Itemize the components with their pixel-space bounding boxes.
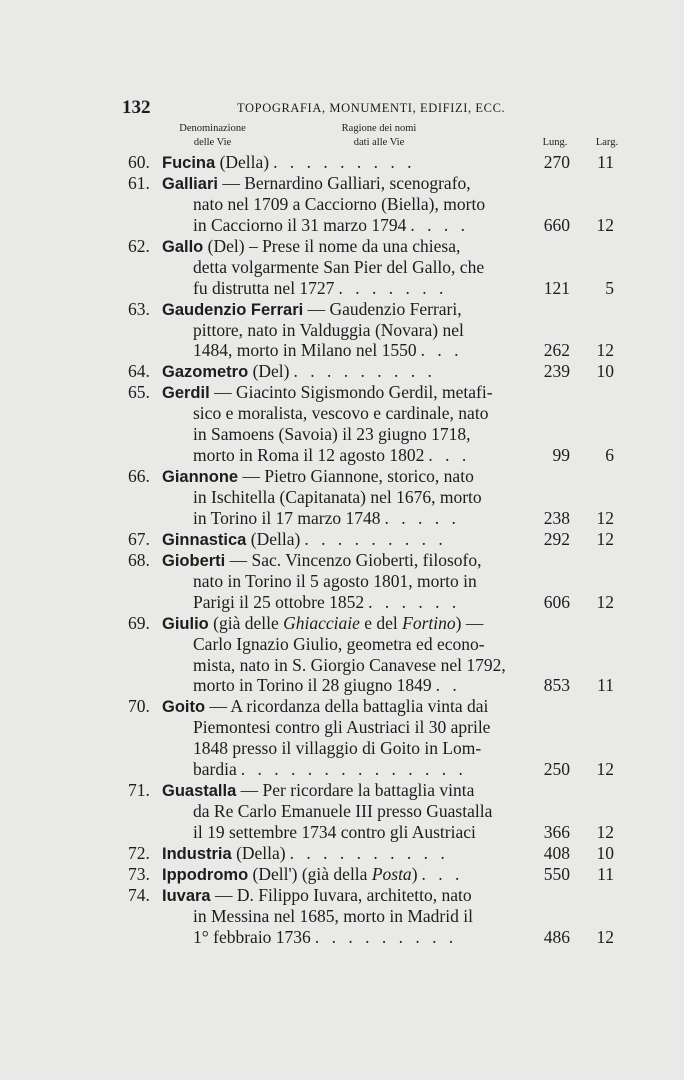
entry-description: in Samoens (Savoia) il 23 giugno 1718, xyxy=(193,424,471,445)
width-value: 5 xyxy=(605,277,614,298)
width-value: 11 xyxy=(597,675,614,696)
street-name: Gazometro xyxy=(162,363,249,382)
width-value: 12 xyxy=(596,507,614,528)
entry-line xyxy=(0,299,684,320)
street-name: Gioberti xyxy=(162,551,226,570)
entry-number: 73. xyxy=(128,863,150,884)
entry-number: 63. xyxy=(128,298,150,319)
entry-line xyxy=(0,759,684,780)
leader-dots: . . . . . . . . . xyxy=(273,152,416,172)
street-entry xyxy=(0,864,684,885)
leader-dots: . . . . . . . xyxy=(338,277,448,298)
leader-dots: . . . . . . xyxy=(368,591,461,612)
entry-line xyxy=(0,634,684,655)
entry-description: Parigi il 25 ottobre 1852 xyxy=(193,591,365,612)
entry-description: (Del) xyxy=(248,361,290,382)
entry-text xyxy=(193,906,523,927)
street-entry xyxy=(0,236,684,299)
entry-description: Carlo Ignazio Giulio, geometra ed econo- xyxy=(193,633,485,654)
entry-description: — Pietro Giannone, storico, nato xyxy=(238,466,474,487)
entry-description: in Ischitella (Capitanata) nel 1676, morto xyxy=(193,487,482,507)
entry-description: (Della) xyxy=(215,152,270,172)
entry-description: in Messina nel 1685, morto in Madrid il xyxy=(193,905,473,926)
entry-line xyxy=(0,424,684,445)
length-value: 270 xyxy=(543,152,570,172)
street-entry xyxy=(0,299,684,362)
entry-description: detta volgarmente San Pier del Gallo, che xyxy=(193,256,485,277)
street-name: Gallo xyxy=(162,237,204,256)
entry-line xyxy=(0,194,684,215)
width-value: 12 xyxy=(596,214,614,235)
page-header xyxy=(122,97,622,119)
entry-line xyxy=(0,382,684,403)
entry-text xyxy=(162,885,523,907)
length-value: 262 xyxy=(543,340,570,361)
entry-text xyxy=(162,780,523,802)
entry-text xyxy=(162,152,523,174)
leader-dots: . . xyxy=(435,675,461,696)
entry-number: 64. xyxy=(128,361,150,382)
length-value: 292 xyxy=(543,528,570,549)
entry-text xyxy=(193,738,523,759)
length-value: 121 xyxy=(543,277,570,298)
column-header-denominazione xyxy=(150,122,275,150)
column-header-lunghezza: Lung. xyxy=(542,137,568,148)
entry-number: 71. xyxy=(128,780,150,801)
entry-description: in Torino il 17 marzo 1748 xyxy=(193,507,381,528)
length-value: 250 xyxy=(543,759,570,780)
entry-number: 68. xyxy=(128,549,150,570)
width-value: 6 xyxy=(605,445,614,466)
entry-description: (già delle Ghiacciaie e del Fortino) — xyxy=(208,612,484,633)
entry-line xyxy=(0,885,684,906)
entry-number: 74. xyxy=(128,884,150,905)
entry-text xyxy=(162,466,523,488)
column-header-denominazione-line1: Denominazione xyxy=(179,123,246,134)
entry-number: 60. xyxy=(128,152,150,172)
entry-line xyxy=(0,529,684,550)
entry-description: (Della) xyxy=(246,528,301,549)
entry-description: — D. Filippo Iuvara, architetto, nato xyxy=(210,884,472,905)
entry-line xyxy=(0,571,684,592)
entry-description: fu distrutta nel 1727 xyxy=(193,277,335,298)
street-name: Goito xyxy=(162,698,206,717)
entry-text xyxy=(193,592,523,613)
street-entry xyxy=(0,885,684,948)
entry-line xyxy=(0,340,684,361)
width-value: 10 xyxy=(596,361,614,382)
street-entry xyxy=(0,466,684,529)
entry-line xyxy=(0,257,684,278)
length-value: 239 xyxy=(543,361,570,382)
leader-dots: . . . . . . . . . xyxy=(293,361,436,382)
leader-dots: . . . . xyxy=(410,214,469,235)
width-value: 12 xyxy=(596,926,614,947)
entry-text xyxy=(193,320,523,341)
street-name: Ginnastica xyxy=(162,530,247,549)
entry-text xyxy=(193,655,523,676)
entry-description: morto in Torino il 28 giugno 1849 xyxy=(193,675,432,696)
entry-number: 61. xyxy=(128,172,150,193)
entry-number: 70. xyxy=(128,696,150,717)
entry-description: il 19 settembre 1734 contro gli Austriaci xyxy=(193,822,476,842)
leader-dots: . . . . . . . . . . xyxy=(289,842,449,863)
entry-number: 65. xyxy=(128,382,150,403)
entry-line xyxy=(0,278,684,299)
entry-description: da Re Carlo Emanuele III presso Guastalla xyxy=(193,801,493,822)
column-header-ragione xyxy=(314,122,444,150)
entry-line xyxy=(0,717,684,738)
entry-text xyxy=(162,299,523,321)
entry-line xyxy=(0,801,684,822)
street-name: Iuvara xyxy=(162,886,211,905)
leader-dots: . . . xyxy=(420,340,463,361)
width-value: 12 xyxy=(596,528,614,549)
running-title: TOPOGRAFIA, MONUMENTI, EDIFIZI, ECC. xyxy=(237,101,506,115)
entry-line xyxy=(0,675,684,696)
entry-description: — Per ricordare la battaglia vinta xyxy=(236,780,475,801)
entry-text xyxy=(193,675,523,696)
column-header-ragione-line1: Ragione dei nomi xyxy=(341,123,417,134)
entry-line xyxy=(0,466,684,487)
street-entry xyxy=(0,780,684,843)
entry-number: 66. xyxy=(128,466,150,487)
length-value: 408 xyxy=(543,842,570,863)
street-entry xyxy=(0,550,684,613)
entry-line xyxy=(0,320,684,341)
street-name: Gerdil xyxy=(162,384,210,403)
width-value: 12 xyxy=(596,340,614,361)
leader-dots: . . . . . . . . . xyxy=(314,926,458,947)
entry-line xyxy=(0,864,684,885)
entry-text xyxy=(193,634,523,655)
width-value: 12 xyxy=(596,759,614,780)
entry-description: sico e moralista, vescovo e cardinale, nato xyxy=(193,403,489,424)
entry-text xyxy=(162,173,523,195)
entry-text xyxy=(193,801,523,822)
entry-number: 67. xyxy=(128,528,150,549)
width-value: 11 xyxy=(597,863,614,884)
entry-text xyxy=(193,822,523,843)
entry-text xyxy=(162,613,523,635)
entry-line xyxy=(0,822,684,843)
entry-text xyxy=(162,382,523,404)
entry-number: 72. xyxy=(128,842,150,863)
entry-line xyxy=(0,655,684,676)
entry-text xyxy=(193,759,523,780)
entry-description: Piemontesi contro gli Austriaci il 30 aprile xyxy=(193,717,491,738)
entry-text xyxy=(193,508,523,529)
entry-line xyxy=(0,550,684,571)
entry-line xyxy=(0,236,684,257)
leader-dots: . . . xyxy=(428,445,471,466)
entry-description: (Dell') (già della Posta) xyxy=(248,863,418,884)
entry-text xyxy=(162,361,523,383)
entry-line xyxy=(0,487,684,508)
leader-dots: . . . . . xyxy=(384,507,460,528)
entry-text xyxy=(193,424,523,445)
entry-number: 69. xyxy=(128,612,150,633)
street-entry xyxy=(0,361,684,382)
entry-description: — A ricordanza della battaglia vinta dai xyxy=(205,696,489,717)
entry-description: 1848 presso il villaggio di Goito in Lom- xyxy=(193,738,482,759)
entry-text xyxy=(193,194,523,215)
leader-dots: . . . . . . . . . . . . . . xyxy=(240,759,467,780)
length-value: 550 xyxy=(543,863,570,884)
entry-description: 1484, morto in Milano nel 1550 xyxy=(193,340,417,361)
entry-text xyxy=(162,529,523,551)
width-value: 11 xyxy=(597,152,614,172)
entry-description: 1° febbraio 1736 xyxy=(193,926,311,947)
entry-text xyxy=(193,927,523,948)
entry-line xyxy=(0,613,684,634)
entry-line xyxy=(0,361,684,382)
street-entry xyxy=(0,843,684,864)
entry-description: (Della) xyxy=(231,842,286,863)
entry-description: — Gaudenzio Ferrari, xyxy=(303,298,462,319)
street-list xyxy=(0,152,684,948)
entry-text xyxy=(162,550,523,572)
entry-line xyxy=(0,215,684,236)
street-name: Gaudenzio Ferrari xyxy=(162,300,304,319)
entry-description: nato nel 1709 a Cacciorno (Biella), morto xyxy=(193,193,486,214)
column-header-larghezza: Larg. xyxy=(595,137,619,148)
entry-description: morto in Roma il 12 agosto 1802 xyxy=(193,445,425,466)
entry-line xyxy=(0,906,684,927)
length-value: 853 xyxy=(543,675,570,696)
width-value: 12 xyxy=(596,822,614,842)
street-name: Ippodromo xyxy=(162,865,249,884)
leader-dots: . . . . . . . . . xyxy=(304,528,447,549)
entry-description: nato in Torino il 5 agosto 1801, morto in xyxy=(193,570,477,591)
entry-line xyxy=(0,696,684,717)
entry-text xyxy=(162,864,523,886)
entry-line xyxy=(0,445,684,466)
entry-description: (Del) – Prese il nome da una chiesa, xyxy=(203,235,461,256)
entry-text xyxy=(193,445,523,466)
street-entry xyxy=(0,382,684,466)
street-entry xyxy=(0,696,684,780)
entry-text xyxy=(193,487,523,508)
street-entry xyxy=(0,613,684,697)
entry-description: in Cacciorno il 31 marzo 1794 xyxy=(193,214,407,235)
entry-text xyxy=(193,717,523,738)
entry-line xyxy=(0,508,684,529)
entry-text xyxy=(193,340,523,361)
length-value: 660 xyxy=(543,214,570,235)
entry-line xyxy=(0,403,684,424)
street-name: Giannone xyxy=(162,468,239,487)
length-value: 99 xyxy=(552,445,570,466)
length-value: 606 xyxy=(543,591,570,612)
street-entry xyxy=(0,152,684,173)
entry-line xyxy=(0,173,684,194)
width-value: 10 xyxy=(596,842,614,863)
leader-dots: . . . xyxy=(421,863,464,884)
entry-text xyxy=(162,236,523,258)
street-entry xyxy=(0,529,684,550)
entry-description: — Bernardino Galliari, scenografo, xyxy=(217,172,471,193)
entry-line xyxy=(0,780,684,801)
entry-description: pittore, nato in Valduggia (Novara) nel xyxy=(193,319,464,340)
entry-description: — Giacinto Sigismondo Gerdil, metafi- xyxy=(209,382,493,403)
entry-text xyxy=(193,278,523,299)
column-header-denominazione-line2: delle Vie xyxy=(193,137,232,148)
entry-line xyxy=(0,843,684,864)
entry-text xyxy=(193,215,523,236)
street-name: Giulio xyxy=(162,614,209,633)
entry-number: 62. xyxy=(128,235,150,256)
length-value: 238 xyxy=(543,507,570,528)
column-header-ragione-line2: dati alle Vie xyxy=(353,137,405,148)
length-value: 486 xyxy=(543,926,570,947)
street-name: Guastalla xyxy=(162,782,237,801)
street-entry xyxy=(0,173,684,236)
street-name: Fucina xyxy=(162,154,216,172)
length-value: 366 xyxy=(543,822,570,842)
entry-text xyxy=(193,571,523,592)
entry-text xyxy=(162,843,523,865)
entry-line xyxy=(0,738,684,759)
entry-description: bardia xyxy=(193,759,237,780)
page-number: 132 xyxy=(122,97,151,118)
entry-line xyxy=(0,927,684,948)
width-value: 12 xyxy=(596,591,614,612)
entry-line xyxy=(0,152,684,173)
entry-description: mista, nato in S. Giorgio Canavese nel 1792, xyxy=(193,654,506,675)
entry-description: — Sac. Vincenzo Gioberti, filosofo, xyxy=(225,549,482,570)
entry-text xyxy=(162,696,523,718)
entry-text xyxy=(193,403,523,424)
entry-line xyxy=(0,592,684,613)
entry-text xyxy=(193,257,523,278)
street-name: Industria xyxy=(162,844,232,863)
street-name: Galliari xyxy=(162,174,218,193)
